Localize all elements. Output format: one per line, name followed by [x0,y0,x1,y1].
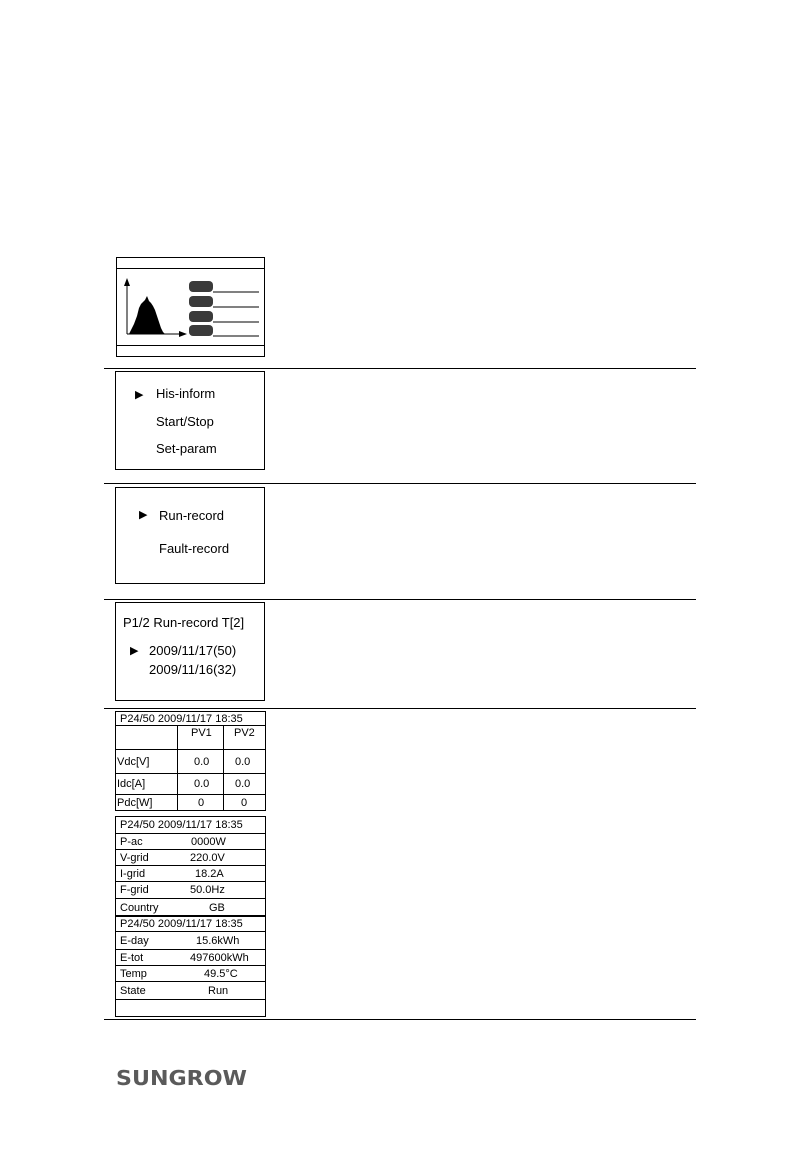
divider [104,368,696,369]
lcd-graph-screen [116,257,265,357]
cell-value: 0.0 [194,778,210,790]
lcd-grid-table [115,816,266,916]
cell-value: 497600kWh [190,951,249,964]
row-label: Vdc[V] [117,755,150,768]
logo-text: SUNGROW [116,1066,247,1088]
table-header: P24/50 2009/11/17 18:35 [120,712,243,725]
selector-arrow-icon: ▶ [135,389,144,401]
lcd-energy-table [115,916,266,1017]
power-curve-graph [117,258,264,356]
cell-value: 0 [241,797,248,809]
row-label: E-day [120,934,149,947]
selector-arrow-icon: ▶ [130,645,139,657]
sungrow-logo [116,1066,250,1088]
lcd-history-menu [115,487,265,584]
lcd-run-record-list [115,602,265,701]
row-label: Country [120,901,159,914]
cell-value: 49.5°C [204,967,238,980]
row-label: V-grid [120,851,149,864]
divider [104,483,696,484]
cell-value: 0000W [191,835,226,848]
row-label: Temp [120,967,147,980]
column-header-pv2: PV2 [234,727,255,739]
row-label: P-ac [120,835,143,848]
run-record-item[interactable]: 2009/11/17(50) [149,643,237,658]
cell-value: 15.6kWh [196,934,240,947]
lcd-main-menu [115,371,265,470]
lcd-pv-table [115,711,266,811]
divider [104,708,696,709]
cell-value: 0.0 [194,755,210,768]
cell-value: 18.2A [195,867,224,880]
menu-item-fault-record[interactable]: Fault-record [159,541,230,556]
divider [104,599,696,600]
cell-value: 50.0Hz [190,884,225,896]
cell-value: Run [208,984,229,997]
run-record-item[interactable]: 2009/11/16(32) [149,662,237,677]
row-label: F-grid [120,884,149,896]
row-label: Idc[A] [117,778,146,790]
row-label: E-tot [120,951,144,964]
cell-value: 0.0 [235,778,251,790]
selector-arrow-icon: ▶ [139,509,148,521]
row-label: Pdc[W] [117,797,153,809]
cell-value: GB [209,901,225,914]
menu-item-start-stop[interactable]: Start/Stop [156,414,214,429]
column-header-pv1: PV1 [191,727,212,739]
run-record-header: P1/2 Run-record T[2] [123,615,245,630]
cell-value: 0 [198,797,205,809]
table-header: P24/50 2009/11/17 18:35 [120,918,243,930]
row-label: I-grid [120,867,146,880]
menu-item-set-param[interactable]: Set-param [156,441,217,456]
menu-item-run-record[interactable]: Run-record [159,508,225,523]
menu-item-his-inform[interactable]: His-inform [156,386,216,401]
cell-value: 0.0 [235,755,251,768]
row-label: State [120,984,146,997]
table-header: P24/50 2009/11/17 18:35 [120,819,243,831]
cell-value: 220.0V [190,851,225,864]
divider [104,1019,696,1020]
